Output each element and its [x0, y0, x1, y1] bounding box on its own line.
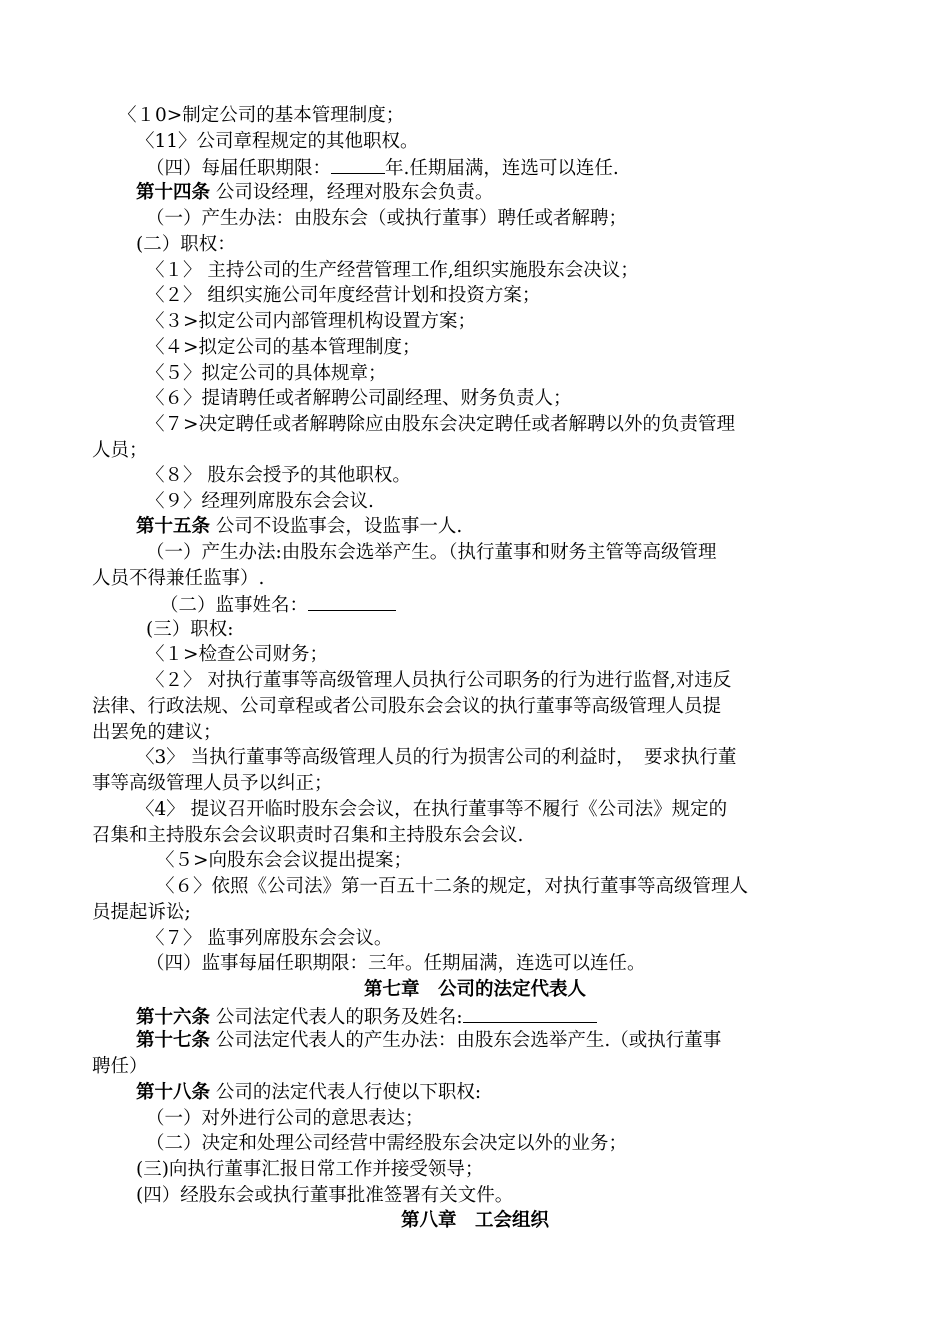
document-line [146, 258, 639, 284]
line-text: 〈11〉公司章程规定的其他职权。 [136, 131, 419, 152]
article-number: 第十六条 [136, 1007, 211, 1028]
line-text: 〈７〉 监事列席股东会会议。 [146, 928, 393, 949]
document-line [146, 206, 627, 232]
line-text: 〈６〉提请聘任或者解聘公司副经理、财务负责人； [146, 388, 572, 409]
fill-in-blank [308, 591, 396, 611]
line-text: 法律、行政法规、公司章程或者公司股东会会议的执行董事等高级管理人员提 [92, 696, 722, 717]
fill-in-blank [331, 154, 385, 174]
line-text: 公司不设监事会，设监事一人. [210, 516, 463, 537]
line-text: 第七章 公司的法定代表人 [363, 979, 586, 1000]
document-line [156, 848, 412, 874]
document-line [136, 514, 462, 540]
document-line [146, 463, 411, 489]
document-line [146, 951, 646, 977]
line-text: 〈１>检查公司财务； [146, 644, 329, 665]
document-line [146, 540, 717, 566]
document-line [92, 1054, 148, 1080]
line-text: (四）经股东会或执行董事批准签署有关文件。 [136, 1185, 514, 1206]
document-line [136, 745, 736, 771]
fill-in-blank [463, 1003, 597, 1023]
line-text: （四）每届任职期限： [146, 158, 332, 179]
article-number: 第十七条 [136, 1030, 211, 1051]
article-number: 第十四条 [136, 182, 211, 203]
document-line [146, 361, 387, 387]
document-line [136, 1028, 721, 1054]
line-text: 公司设经理，经理对股东会负责。 [210, 182, 494, 203]
document-line [136, 1003, 597, 1029]
document-line [136, 180, 493, 206]
document-line [146, 1131, 627, 1157]
line-text: （一）产生办法:由股东会选举产生。（执行董事和财务主管等高级管理 [146, 542, 717, 563]
line-text: 人员不得兼任监事）. [92, 568, 265, 589]
line-text: 〈３>拟定公司内部管理机构设置方案； [146, 311, 477, 332]
chapter-heading [0, 1208, 950, 1234]
line-text: 〈６〉依照《公司法》第一百五十二条的规定，对执行董事等高级管理人 [156, 876, 749, 897]
document-line [92, 720, 222, 746]
document-line [146, 617, 233, 643]
document-line [146, 412, 735, 438]
line-text: 公司法定代表人的职务及姓名: [210, 1007, 463, 1028]
line-text: 〈２〉 对执行董事等高级管理人员执行公司职务的行为进行监督,对违反 [146, 670, 732, 691]
line-text-continued: 年.任期届满，连选可以连任. [385, 158, 619, 179]
line-text: （一）对外进行公司的意思表达； [146, 1108, 424, 1129]
document-line [92, 771, 333, 797]
line-text: 公司法定代表人的产生办法：由股东会选举产生.（或执行董事 [210, 1030, 722, 1051]
line-text: 〈3〉 当执行董事等高级管理人员的行为损害公司的利益时， 要求执行董 [136, 747, 737, 768]
document-line [136, 1157, 483, 1183]
document-line [92, 438, 148, 464]
line-text: 召集和主持股东会会议职责时召集和主持股东会会议. [92, 825, 524, 846]
document-line [146, 1106, 424, 1132]
document-line [146, 283, 540, 309]
line-text: 〈５〉拟定公司的具体规章； [146, 363, 387, 384]
document-line [92, 900, 191, 926]
line-text: 人员； [92, 440, 148, 461]
document-line [146, 926, 392, 952]
line-text: 出罢免的建议； [92, 722, 222, 743]
document-line [156, 874, 748, 900]
line-text: （二）决定和处理公司经营中需经股东会决定以外的业务； [146, 1133, 628, 1154]
line-text: （四）监事每届任职期限：三年。任期届满，连选可以连任。 [146, 953, 646, 974]
line-text: 第八章 工会组织 [400, 1210, 549, 1231]
line-text: 公司的法定代表人行使以下职权: [210, 1082, 482, 1103]
line-text: 〈２〉 组织实施公司年度经营计划和投资方案； [146, 285, 541, 306]
document-line [92, 694, 721, 720]
article-number: 第十五条 [136, 516, 211, 537]
document-line [146, 386, 572, 412]
line-text: 〈１0>制定公司的基本管理制度； [118, 105, 405, 126]
document-line [92, 823, 523, 849]
line-text: 〈4〉 提议召开临时股东会会议，在执行董事等不履行《公司法》规定的 [136, 799, 728, 820]
line-text: 事等高级管理人员予以纠正； [92, 773, 333, 794]
article-number: 第十八条 [136, 1082, 211, 1103]
line-text: (三）职权: [146, 619, 234, 640]
document-line [92, 566, 264, 592]
line-text: 聘任） [92, 1056, 148, 1077]
line-text: （一）产生办法：由股东会（或执行董事）聘任或者解聘； [146, 208, 628, 229]
line-text: 员提起诉讼; [92, 902, 191, 923]
document-line [146, 642, 328, 668]
document-line [136, 1183, 513, 1209]
document-line [146, 309, 476, 335]
document-line [136, 232, 236, 258]
line-text: （二）监事姓名： [160, 595, 309, 616]
line-text: 〈５>向股东会会议提出提案； [156, 850, 413, 871]
document-line [146, 668, 731, 694]
document-line [146, 335, 421, 361]
chapter-heading [0, 977, 950, 1003]
line-text: (二）职权： [136, 234, 236, 255]
line-text: 〈１〉 主持公司的生产经营管理工作,组织实施股东会决议； [146, 260, 639, 281]
line-text: 〈８〉 股东会授予的其他职权。 [146, 465, 411, 486]
line-text: (三)向执行董事汇报日常工作并接受领导； [136, 1159, 484, 1180]
document-line [146, 489, 374, 515]
document-line [136, 797, 727, 823]
line-text: 〈７>决定聘任或者解聘除应由股东会决定聘任或者解聘以外的负责管理 [146, 414, 736, 435]
line-text: 〈９〉经理列席股东会会议. [146, 491, 374, 512]
document-line [136, 129, 419, 155]
line-text: 〈４>拟定公司的基本管理制度； [146, 337, 421, 358]
document-line [118, 103, 404, 129]
document-line [146, 154, 619, 180]
document-line [136, 1080, 481, 1106]
document-line [160, 591, 396, 617]
